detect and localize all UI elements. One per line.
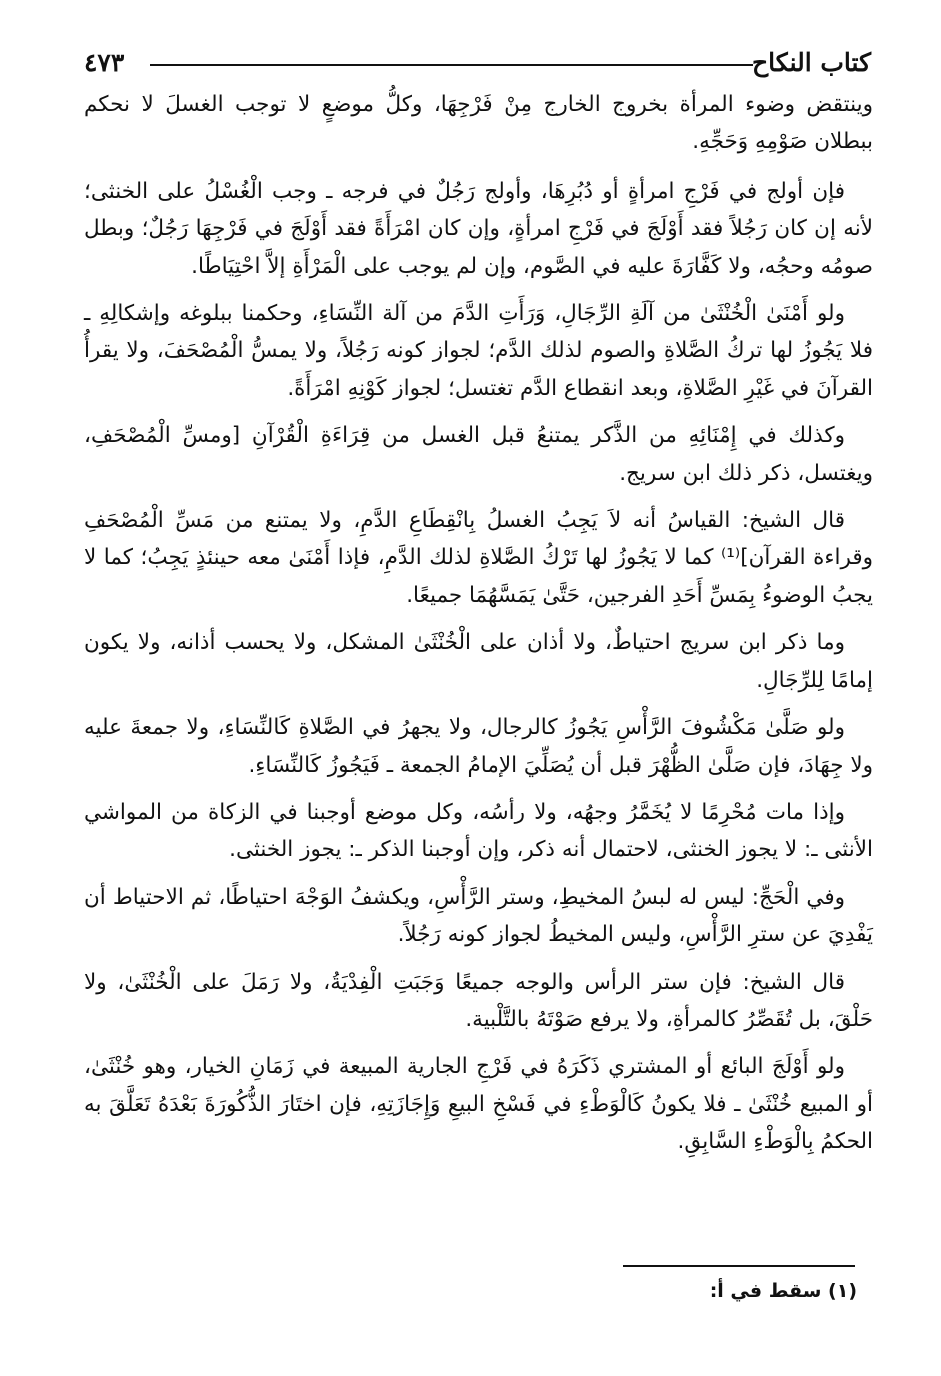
paragraph: وإذا مات مُحْرِمًا لا يُخَمَّرُ وجهُه، ولا رأسُه، وكل موضع أوجبنا في الزكاة من المواشي الأنثى ـ: لا يجوز الخنثى، لاحتمال أنه ذكر، وإن أوجبنا الذكر ـ: يجوز الخنثى. [84,799,873,863]
footnote: (١) سقط في أ: [709,1280,857,1302]
paragraph: قال الشيخ: فإن ستر الرأس والوجه جميعًا وَجَبَتِ الْفِدْيَةُ، ولا رَمَلَ على الْخُنْثَىٰ، ولا حَلْقَ، بل تُقَصِّرُ كالمرأةِ، ولا يرفع صَوْتَهُ بالتَّلْبية. [84,969,873,1032]
running-title: كتاب النكاح [752,48,871,77]
paragraph: وينتقض وضوء المرأة بخروج الخارج مِنْ فَرْجِهَا، وكلُّ موضعٍ لا توجب الغسلَ لا نحكم ببطلان صَوْمِهِ وَحَجِّهِ. [84,92,873,155]
paragraph: وكذلك في إِمْنَائِهِ من الذَّكر يمتنعُ قبل الغسل من قِرَاءَةِ الْقُرْآنِ [ومسِّ الْمُصْحَفِ، ويغتسل، ذكر ذلك ابن سريج. [84,423,873,486]
paragraph: فإن أولج في فَرْجِ امرأةٍ أو دُبُرِهَا، وأولج رَجُلٌ في فرجه ـ وجب الْغُسْلُ على الخنثى؛ لأنه إن كان رَجُلاً فقد أَوْلَجَ في فَرْجِ امرأةٍ، وإن كان امْرَأَةً فقد أَوْلَجَ في فَرْجِهَا رَجُلٌ؛ وبطل صومُه وحجُه، ولا كَفَّارَةَ عليه في الصَّوم، وإن لم يوجب على الْمَرْأَةِ إلاَّ احْتِيَاطًا. [84,178,873,279]
page-header [84,44,871,80]
paragraph: ولو صَلَّىٰ مَكْشُوفَ الرَّأْسِ يَجُوزُ كالرجال، ولا يجهرُ في الصَّلاةِ كَالنِّسَاءِ، ولا جمعةَ عليه ولا جِهَادَ، فإن صَلَّىٰ الظُّهْرَ قبل أن يُصَلِّيَ الإمامُ الجمعة ـ فَيَجُوزُ كَالنِّسَاءِ. [84,715,873,778]
paragraph: ولو أَوْلَجَ البائع أو المشتري ذَكَرَهُ في فَرْجِ الجارية المبيعة في زَمَانِ الخيار، وهو خُنْثَىٰ، أو المبيع خُنْثَىٰ ـ فلا يكونُ كَالْوَطْءِ في فَسْخِ البيعِ وَإِجَازَتِهِ، فإن اختَارَ الذُّكُورَةَ بَعْدَهُ تَعَلَّقَ به الحكمُ بِالْوَطْءِ السَّابِقِ. [84,1054,873,1155]
paragraph: قال الشيخ: القياسُ أنه لاَ يَجِبُ الغسلُ بِانْقِطَاعِ الدَّمِ، ولا يمتنع من مَسِّ الْمُصْحَفِ وقراءة القرآن]⁽¹⁾ كما لا يَجُوزُ لها تَرْكُ الصَّلاةِ لذلك الدَّمِ، فإذا أَمْنَىٰ معه حينئذٍ يَجِبُ؛ كما لا يجبُ الوضوءُ بِمَسِّ أَحَدِ الفرجين، حَتَّىٰ يَمَسَّهُمَا جميعًا. [84,508,874,608]
paragraph: وما ذكر ابن سريج احتياطٌ، ولا أذان على الْخُنْثَىٰ المشكل، ولا يحسب أذانه، ولا يكون إمامًا لِلرِّجَالِ. [84,630,873,693]
header-rule [150,64,753,66]
main-text [84,86,873,1171]
paragraph: وفي الْحَجِّ: ليس له لبسُ المخيطِ، وستر الرَّأْسِ، ويكشفُ الوَجْهَ احتياطًا، ثم الاحتياط أن يَفْدِيَ عن سترِ الرَّأْسِ، وليس المخيطُ لجواز كونه رَجُلاً. [84,884,873,948]
footnote-divider [623,1265,855,1267]
page-number: ٤٧٣ [84,48,125,77]
paragraph: ولو أَمْنَىٰ الْخُنْثَىٰ من آلَةِ الرِّجَالِ، وَرَأَتِ الدَّمَ من آلة النِّسَاءِ، وحكمنا ببلوغه وإشكالِهِ ـ فلا يَجُوزُ لها تركُ الصَّلاةِ والصوم لذلك الدَّم؛ لجواز كونه رَجُلاً، ولا يمسُّ الْمُصْحَفَ، ولا يقرأُ القرآنَ في غَيْرِ الصَّلاةِ، وبعد انقطاع الدَّم تغتسل؛ لجواز كَوْنِهِ امْرَأَةً. [84,301,873,401]
